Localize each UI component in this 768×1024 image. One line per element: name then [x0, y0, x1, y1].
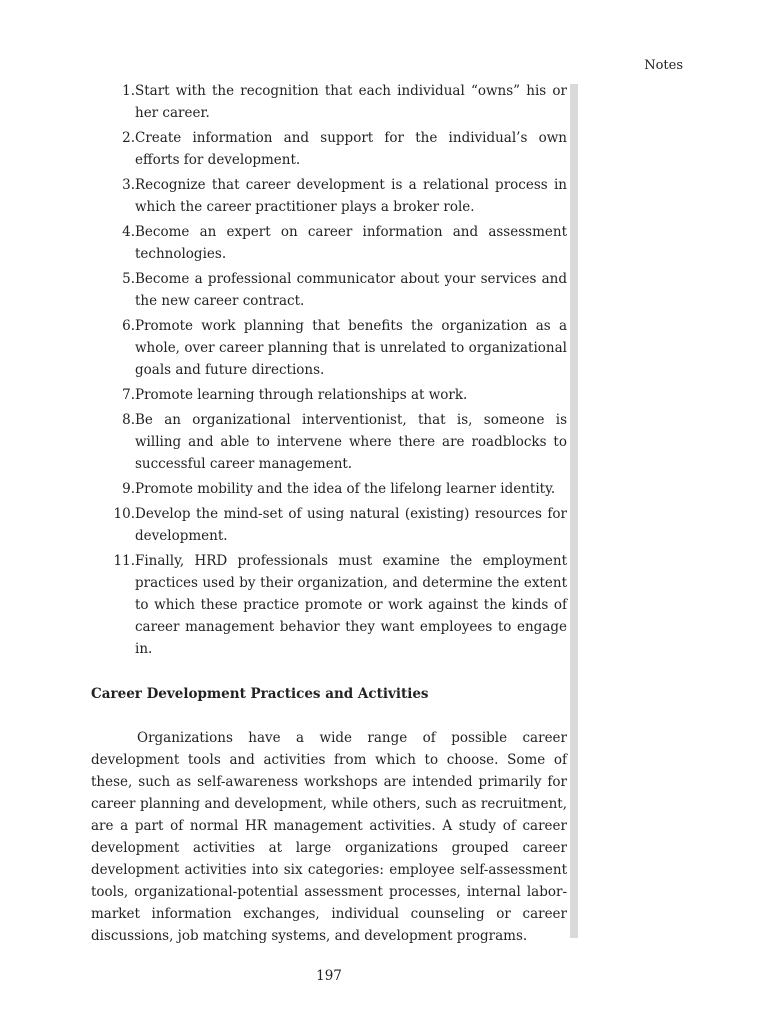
list-item [91, 174, 567, 218]
section-heading: Career Development Practices and Activities [91, 686, 429, 702]
list-item-text: Become an expert on career information and assessment technologies. [135, 224, 567, 262]
list-item [91, 315, 567, 381]
list-item-text: Be an organizational interventionist, that is, someone is willing and able to intervene where there are roadblocks to successful career management. [135, 412, 567, 472]
list-item-number: 8. [122, 412, 135, 428]
list-item-number: 9. [122, 481, 135, 497]
page-number: 197 [316, 968, 342, 984]
list-item-number: 11. [113, 553, 135, 569]
list-item-number: 1. [122, 83, 135, 99]
list-item-text: Promote mobility and the idea of the lifelong learner identity. [135, 481, 556, 497]
list-item [91, 503, 567, 547]
list-item-number: 7. [122, 387, 135, 403]
margin-notes-label: Notes [644, 58, 683, 73]
body-paragraph: Organizations have a wide range of possible career development tools and activities from which to choose. Some of these, such as self-awareness workshops are intended primarily for career planning and development, while others, such as recruitment, are a part of normal HR management activities. A study of career development activities at large organizations grouped career development activities into six categories: employee self-assessment tools, organizational-potential assessment processes, internal labor-market information exchanges, individual counseling or career discussions, job matching systems, and development programs. [91, 730, 567, 944]
list-item-number: 2. [122, 130, 135, 146]
list-item [91, 384, 567, 406]
list-item-text: Create information and support for the individual’s own efforts for development. [135, 130, 567, 168]
list-item-number: 5. [122, 271, 135, 287]
list-item [91, 478, 567, 500]
list-item [91, 268, 567, 312]
list-item-number: 3. [122, 177, 135, 193]
page-body [91, 80, 567, 947]
list-item-text: Finally, HRD professionals must examine the employment practices used by their organization, and determine the extent to which these practice promote or work against the kinds of career management behavior they want employees to engage in. [135, 553, 567, 657]
list-item-text: Recognize that career development is a relational process in which the career practitioner plays a broker role. [135, 177, 567, 215]
list-item-number: 6. [122, 318, 135, 334]
margin-divider-bar [570, 84, 578, 938]
list-item-number: 10. [113, 506, 135, 522]
list-item [91, 221, 567, 265]
list-item-text: Develop the mind-set of using natural (existing) resources for development. [135, 506, 567, 544]
list-item [91, 80, 567, 124]
list-item-text: Promote work planning that benefits the organization as a whole, over career planning that is unrelated to organizational goals and future directions. [135, 318, 567, 378]
list-item [91, 409, 567, 475]
list-item-text: Become a professional communicator about your services and the new career contract. [135, 271, 567, 309]
list-item [91, 550, 567, 660]
career-guidelines-list [91, 80, 567, 660]
list-item-number: 4. [122, 224, 135, 240]
list-item-text: Promote learning through relationships at work. [135, 387, 468, 403]
list-item-text: Start with the recognition that each individual “owns” his or her career. [135, 83, 567, 121]
list-item [91, 127, 567, 171]
